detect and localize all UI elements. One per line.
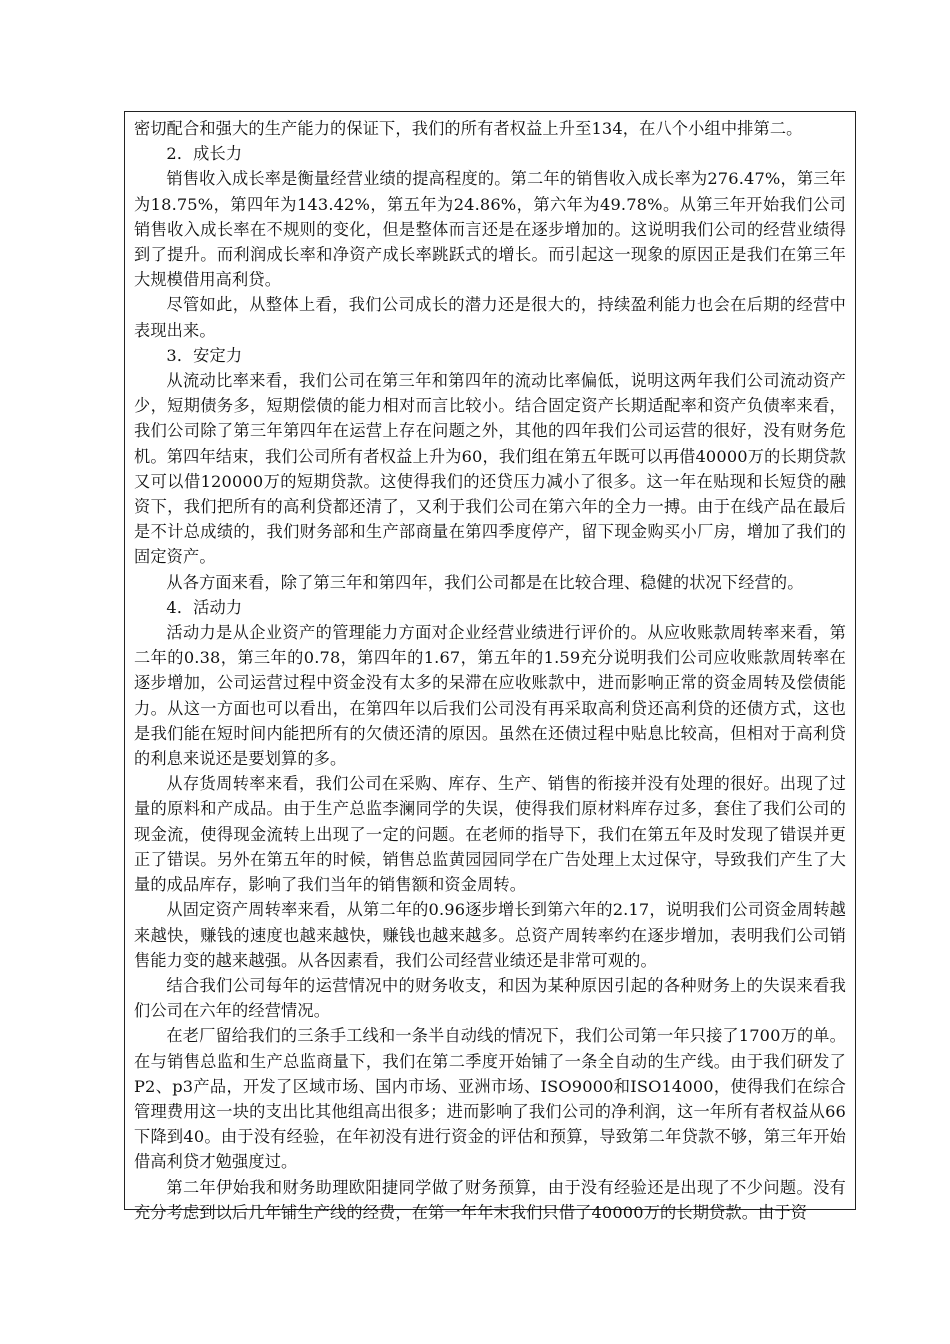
paragraph-first-year: 在老厂留给我们的三条手工线和一条半自动线的情况下，我们公司第一年只接了1700万的单。在与销售总监和生产总监商量下，我们在第二季度开始铺了一条全自动的生产线。由于我们研发了P2、p3产品，开发了区域市场、国内市场、亚洲市场、ISO9000和ISO14000，使得我们在综合管理费用这一块的支出比其他组高出很多；进而影响了我们公司的净利润，这一年所有者权益从66下降到40。由于没有经验，在年初没有进行资金的评估和预算，导致第二年贷款不够，第三年开始借高利贷才勉强度过。: [134, 1026, 846, 1172]
paragraph-second-year: 第二年伊始我和财务助理欧阳捷同学做了财务预算，由于没有经验还是出现了不少问题。没有充分考虑到以后几年铺生产线的经费，在第一年年末我们只借了40000万的长期贷款。由于资: [134, 1177, 846, 1222]
section-heading-activity: 4．活动力: [166, 597, 243, 617]
paragraph-growth-potential: 尽管如此，从整体上看，我们公司成长的潜力还是很大的，持续盈利能力也会在后期的经营中表现出来。: [134, 295, 846, 340]
paragraph-fixed-assets: 从固定资产周转率来看，从第二年的0.96逐步增长到第六年的2.17，说明我们公司资金周转越来越快，赚钱的速度也越来越快，赚钱也越来越多。总资产周转率约在逐步增加，表明我们公司销售能力变的越来越强。从各因素看，我们公司经营业绩还是非常可观的。: [134, 900, 846, 970]
section-heading-stability: 3．安定力: [166, 345, 243, 365]
paragraph-growth-rate: 销售收入成长率是衡量经营业绩的提高程度的。第二年的销售收入成长率为276.47%，第三年为18.75%，第四年为143.42%，第五年为24.86%，第六年为49.78%。从第三年开始我们公司销售收入成长率在不规则的变化，但是整体而言还是在逐步增加的。这说明我们公司的经营业绩得到了提升。而利润成长率和净资产成长率跳跃式的增长。而引起这一现象的原因正是我们在第三年大规模借用高利贷。: [134, 169, 846, 290]
paragraph-continuation: 密切配合和强大的生产能力的保证下，我们的所有者权益上升至134，在八个小组中排第二。: [134, 119, 803, 138]
document-frame: [124, 111, 856, 1222]
paragraph-stability-summary: 从各方面来看，除了第三年和第四年，我们公司都是在比较合理、稳健的状况下经营的。: [166, 572, 804, 592]
paragraph-liquidity: 从流动比率来看，我们公司在第三年和第四年的流动比率偏低，说明这两年我们公司流动资产少，短期债务多，短期偿债的能力相对而言比较小。结合固定资产长期适配率和资产负债率来看，我们公司除了第三年第四年在运营上存在问题之外，其他的四年我们公司运营的很好，没有财务危机。第四年结束，我们公司所有者权益上升为60，我们组在第五年既可以再借40000万的长期贷款又可以借120000万的短期贷款。这使得我们的还贷压力减小了很多。这一年在贴现和长短贷的融资下，我们把所有的高利贷都还清了，又利于我们公司在第六年的全力一搏。由于在线产品在最后是不计总成绩的，我们财务部和生产部商量在第四季度停产，留下现金购买小厂房，增加了我们的固定资产。: [134, 371, 846, 567]
section-heading-growth: 2．成长力: [166, 144, 243, 164]
paragraph-receivables: 活动力是从企业资产的管理能力方面对企业经营业绩进行评价的。从应收账款周转率来看，第二年的0.38，第三年的0.78，第四年的1.67，第五年的1.59充分说明我们公司应收账款周转率在逐步增加，公司运营过程中资金没有太多的呆滞在应收账款中，进而影响正常的资金周转及偿债能力。从这一方面也可以看出，在第四年以后我们公司没有再采取高利贷还高利贷的还债方式，这也是我们能在短时间内能把所有的欠债还清的原因。虽然在还债过程中贴息比较高，但相对于高利贷的利息来说还是要划算的多。: [134, 623, 846, 769]
paragraph-inventory: 从存货周转率来看，我们公司在采购、库存、生产、销售的衔接并没有处理的很好。出现了过量的原料和产成品。由于生产总监李澜同学的失误，使得我们原材料库存过多，套住了我们公司的现金流，使得现金流转上出现了一定的问题。在老师的指导下，我们在第五年及时发现了错误并更正了错误。另外在第五年的时候，销售总监黄园园同学在广告处理上太过保守，导致我们产生了大量的成品库存，影响了我们当年的销售额和资金周转。: [134, 774, 846, 895]
paragraph-overview: 结合我们公司每年的运营情况中的财务收支，和因为某种原因引起的各种财务上的失误来看我们公司在六年的经营情况。: [134, 975, 846, 1021]
